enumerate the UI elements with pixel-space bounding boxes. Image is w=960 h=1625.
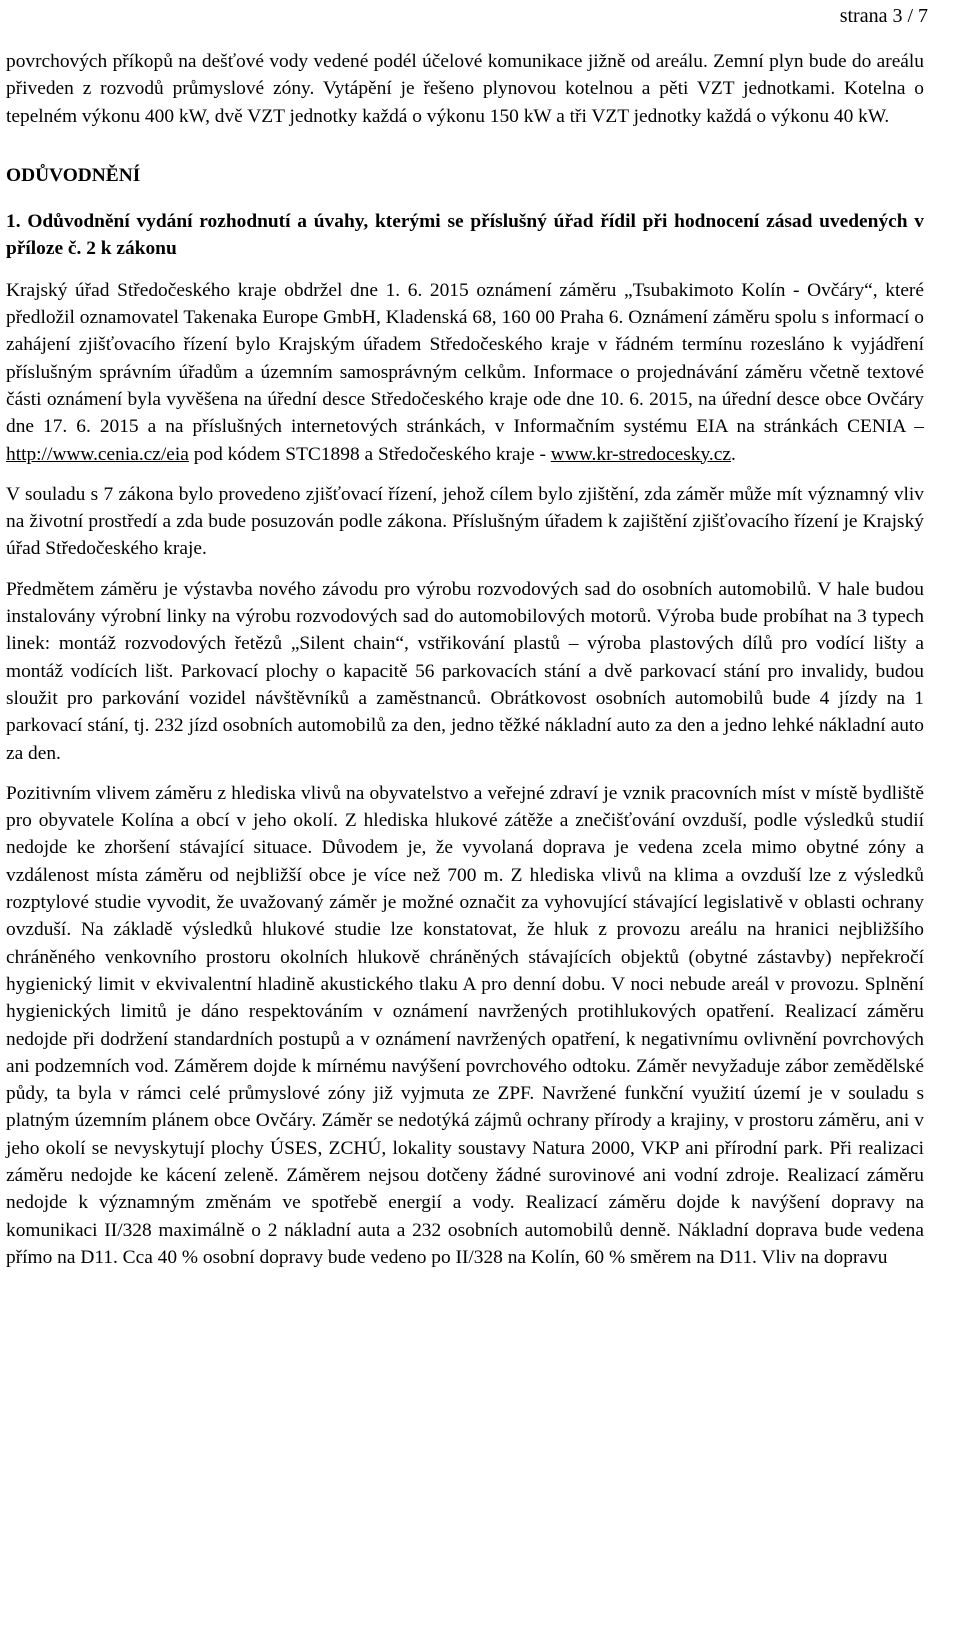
paragraph-subject: Předmětem záměru je výstavba nového závodu pro výrobu rozvodových sad do osobních automobilů. V hale budou instalovány výrobní linky na výrobu rozvodových sad do automobilových motorů. Výroba bude probíhat na 3 typech linek: montáž rozvodových řetězů „Silent chain“, vstřikování plastů – výroba plastových dílů pro vodící lišty a montáž vodících lišt. Parkovací plochy o kapacitě 56 parkovacích stání a dvě parkovací stání pro invalidy, budou sloužit pro parkování vozidel návštěvníků a zaměstnanců. Obrátkovost osobních automobilů bude 4 jízdy na 1 parkovací stání, tj. 232 jízd osobních automobilů za den, jedno těžké nákladní auto za den a jedno lehké nákladní auto za den. (6, 578, 924, 764)
paragraph-notification-mid: pod kódem STC1898 a Středočeského kraje - (188, 443, 551, 465)
paragraph-screening: V souladu s 7 zákona bylo provedeno zjišťovací řízení, jehož cílem bylo zjištění, zda záměr může mít významný vliv na životní prostředí a zda bude posuzován podle zákona. Příslušným úřadem k zajištění zjišťovacího řízení je Krajský úřad Středočeského kraje. (6, 483, 924, 560)
kr-stredocesky-link[interactable]: www.kr-stredocesky.cz (550, 443, 731, 465)
cenia-link[interactable]: http://www.cenia.cz/eia (6, 443, 189, 465)
page-number: strana 3 / 7 (839, 5, 928, 27)
section-heading: ODŮVODNĚNÍ (6, 164, 141, 186)
paragraph-impacts: Pozitivním vlivem záměru z hlediska vlivů na obyvatelstvo a veřejné zdraví je vznik pracovních míst v místě bydliště pro obyvatele Kolína a obcí v jeho okolí. Z hlediska hlukové zátěže a znečišťování ovzduší, podle výsledků studií nedojde ke zhoršení stávající situace. Důvodem je, že vyvolaná doprava je vedena zcela mimo obytné zóny a vzdálenost místa záměru od nejbližší obce je více než 700 m. Z hlediska vlivů na klima a ovzduší lze z výsledků rozptylové studie vyvodit, že uvažovaný záměr je možné označit za vyhovující stávající legislativě v oblasti ochrany ovzduší. Na základě výsledků hlukové studie lze konstatovat, že hluk z provozu areálu na hranici nejbližšího chráněného venkovního prostoru okolních hlukově chráněných stávajících objektů (obytné zástavby) nepřekročí hygienický limit v ekvivalentní hladině akustického tlaku A pro denní dobu. V noci nebude areál v provozu. Splnění hygienických limitů je dáno respektováním v oznámení navržených protihlukových opatření. Realizací záměru nedojde při dodržení standardních postupů a v oznámení navržených opatření, k negativnímu ovlivnění povrchových ani podzemních vod. Záměrem dojde k mírnému navýšení povrchového odtoku. Záměr nevyžaduje zábor zemědělské půdy, ta byla v rámci celé průmyslové zóny již vyjmuta ze ZPF. Navržené funkční využití území je v souladu s platným územním plánem obce Ovčáry. Záměr se nedotýká zájmů ochrany přírody a krajiny, v prostoru záměru, ani v jeho okolí se nevyskytují plochy ÚSES, ZCHÚ, lokality soustavy Natura 2000, VKP ani přírodní park. Při realizaci záměru nedojde ke kácení zeleně. Záměrem nejsou dotčeny žádné surovinové ani vodní zdroje. Realizací záměru nedojde k významným změnám ve spotřebě energií a vody. Realizací záměru dojde k navýšení dopravy na komunikaci II/328 maximálně o 2 nákladní auta a 232 osobních automobilů denně. Nákladní doprava bude vedena přímo na D11. Cca 40 % osobní dopravy bude vedeno po II/328 na Kolín, 60 % směrem na D11. Vliv na dopravu (6, 782, 924, 1268)
paragraph-intro: povrchových příkopů na dešťové vody vedené podél účelové komunikace jižně od areálu. Zemní plyn bude do areálu přiveden z rozvodů průmyslové zóny. Vytápění je řešeno plynovou kotelnou a pěti VZT jednotkami. Kotelna o tepelném výkonu 400 kW, dvě VZT jednotky každá o výkonu 150 kW a tři VZT jednotky každá o výkonu 40 kW. (6, 51, 924, 127)
paragraph-notification-end: . (730, 443, 736, 465)
document-body (6, 48, 924, 1271)
paragraph-notification-text: Krajský úřad Středočeského kraje obdržel dne 1. 6. 2015 oznámení záměru „Tsubakimoto Kolín - Ovčáry“, které předložil oznamovatel Takenaka Europe GmbH, Kladenská 68, 160 00 Praha 6. Oznámení záměru spolu s informací o zahájení zjišťovacího řízení bylo Krajským úřadem Středočeského kraje v řádném termínu rozesláno k vyjádření příslušným správním úřadům a územním samosprávným celkům. Informace o projednávání záměru včetně textové části oznámení byla vyvěšena na úřední desce Středočeského kraje ode dne 10. 6. 2015, na úřední desce obce Ovčáry dne 17. 6. 2015 a na příslušných internetových stránkách, v Informačním systému EIA na stránkách CENIA – (6, 279, 924, 438)
subsection-heading: 1. Odůvodnění vydání rozhodnutí a úvahy, kterými se příslušný úřad řídil při hodnocení zásad uvedených v příloze č. 2 k zákonu (6, 211, 924, 260)
paragraph-notification (6, 277, 924, 468)
